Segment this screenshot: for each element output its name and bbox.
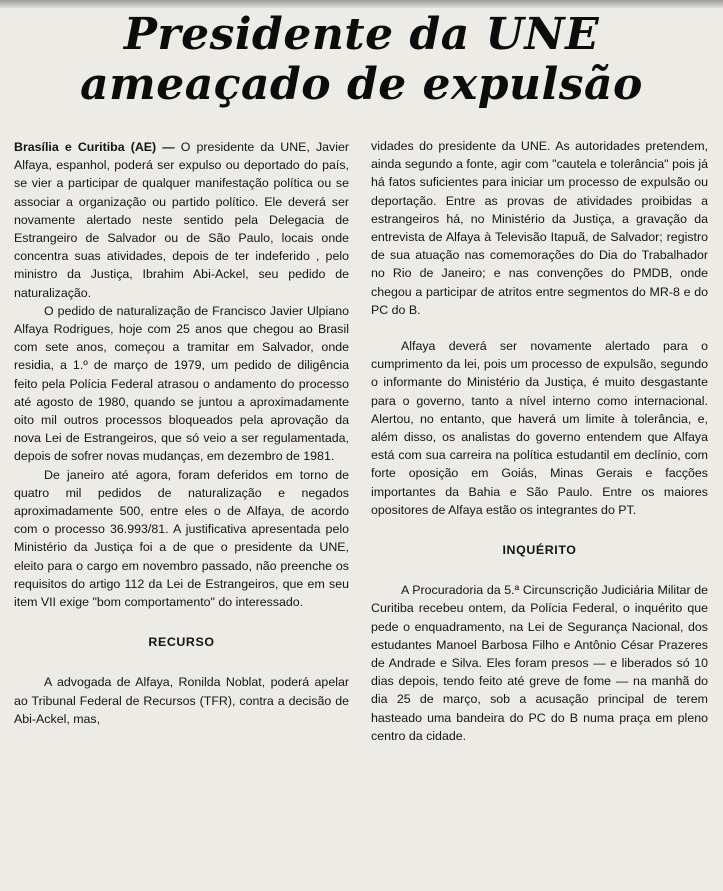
article-column-left xyxy=(14,138,349,728)
dateline: Brasília e Curitiba (AE) — xyxy=(14,140,175,154)
paragraph: A advogada de Alfaya, Ronilda Noblat, poderá apelar ao Tribunal Federal de Recursos (TFR), contra a decisão de Abi-Ackel, mas, xyxy=(14,675,349,726)
page-top-edge xyxy=(0,0,723,8)
paragraph xyxy=(14,138,349,302)
section-subhead-recurso: RECURSO xyxy=(148,635,215,650)
section-subhead-inquerito: INQUÉRITO xyxy=(502,543,577,558)
paragraph-text: O presidente da UNE, Javier Alfaya, espanhol, poderá ser expulso ou deportado do país, se vier a participar de qualquer manifestação política ou se associar a organização ou partido político. Ele deverá ser novamente alertado neste sentido pela Delegacia de Estrangeiro de Salvador ou de São Paulo, locais onde concentra suas atividades, depois de ter indeferido , pelo ministro da Justiça, Ibrahim Abi-Ackel, seu pedido de naturalização. xyxy=(14,140,349,300)
paragraph: vidades do presidente da UNE. As autoridades pretendem, ainda segundo a fonte, agir com "cautela e tolerância" pois já há fatos suficientes para iniciar um processo de expulsão ou deportação. Entre as provas de atividades proibidas a estrangeiros há, no Ministério da Justiça, a gravação da entrevista de Alfaya à Televisão Itapuã, de Salvador; registro de sua atuação nas comemorações do Dia do Trabalhador no Rio de Janeiro; e nas convenções do PMDB, onde chegou a participar de atritos entre segmentos do MR-8 e do PC do B. xyxy=(371,139,708,317)
headline-line-2: ameaçado de expulsão xyxy=(80,59,643,110)
paragraph: A Procuradoria da 5.ª Circunscrição Judiciária Militar de Curitiba recebeu ontem, da Polícia Federal, o inquérito que pede o enquadramento, na Lei de Segurança Nacional, dos estudantes Manoel Barbosa Filho e Antônio César Prazeres de Andrade e Silva. Eles foram presos — e liberados só 10 dias depois, tendo feito até greve de fome — na manhã do dia 25 de março, sob a acusação principal de terem hasteado uma bandeira do PC do B numa praça em pleno centro da cidade. xyxy=(371,583,708,743)
headline xyxy=(0,10,723,110)
paragraph: De janeiro até agora, foram deferidos em torno de quatro mil pedidos de naturalização e negados aproximadamente 500, entre eles o de Alfaya, de acordo com o processo 36.993/81. A justificativa apresentada pelo Ministério da Justiça foi a de que o presidente da UNE, eleito para o cargo em novembro passado, não preenche os requisitos do artigo 112 da Lei de Estrangeiros, que em seu item VII exige "bom comportamento" do interessado. xyxy=(14,467,349,610)
headline-line-1: Presidente da UNE xyxy=(123,9,600,60)
paragraph: Alfaya deverá ser novamente alertado para o cumprimento da lei, pois um processo de expulsão, segundo o informante do Ministério da Justiça, é muito desgastante para o governo, tanto a nível interno como internacional. Alertou, no entanto, que haverá um limite à tolerância, e, além disso, os analistas do governo entendem que Alfaya está com sua carreira na política estudantil em declínio, com forte oposição em Goiás, Minas Gerais e facções importantes da Bahia e São Paulo. Entre os maiores opositores de Alfaya estão os integrantes do PT. xyxy=(371,339,708,517)
paragraph: O pedido de naturalização de Francisco Javier Ulpiano Alfaya Rodrigues, hoje com 25 anos que chegou ao Brasil com sete anos, começou a tramitar em Salvador, onde residia, a 1.º de março de 1979, um pedido de diligência feito pela Polícia Federal atrasou o andamento do processo até agosto de 1980, quando se juntou a aproximadamente oito mil outros processos bloqueados pela aprovação da nova Lei de Estrangeiros, que só veio a ser regulamentada, depois de sofrer novas mudanças, em dezembro de 1981. xyxy=(14,303,349,464)
article-column-right xyxy=(371,137,708,745)
